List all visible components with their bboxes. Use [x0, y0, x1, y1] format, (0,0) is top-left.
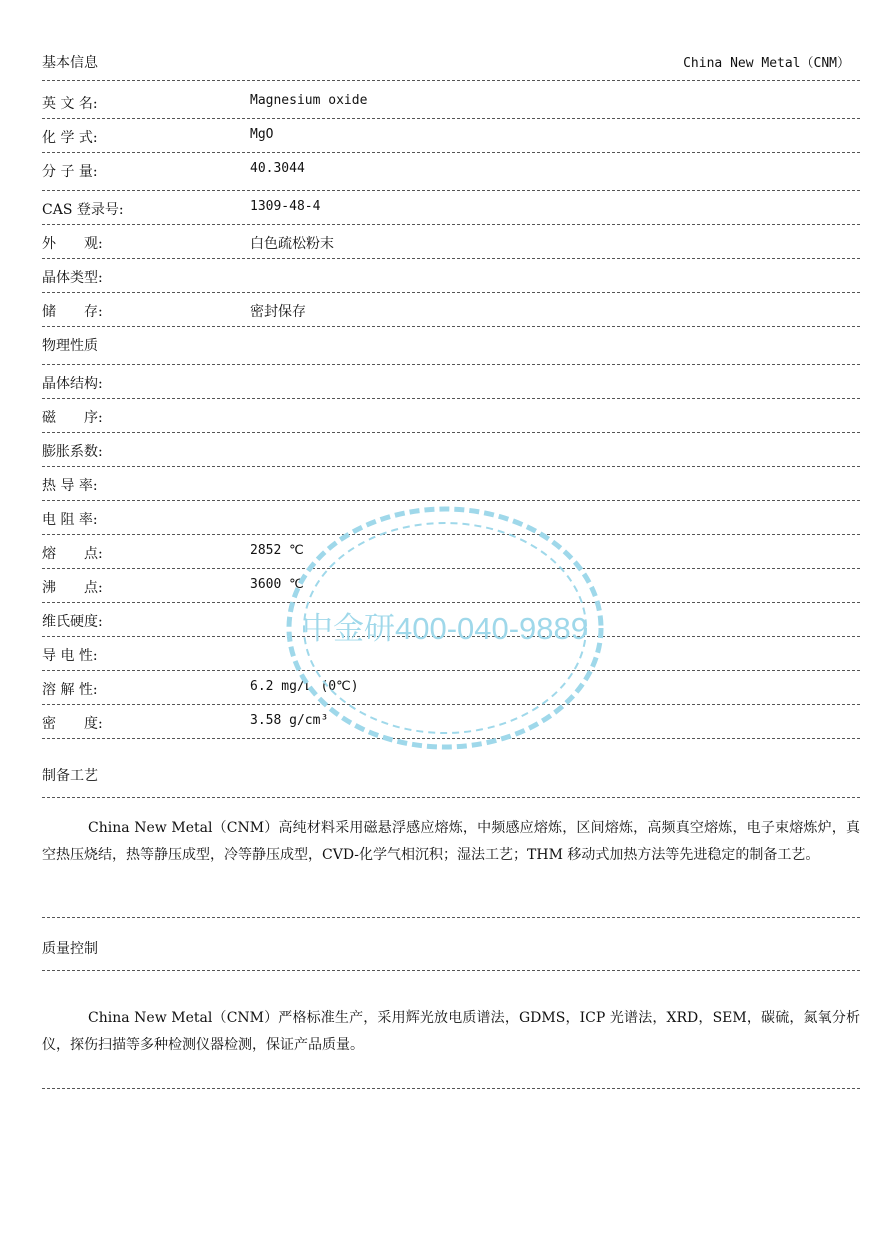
divider	[42, 1088, 860, 1089]
info-row	[42, 191, 860, 225]
info-row	[42, 705, 860, 739]
info-row	[42, 603, 860, 637]
info-row	[42, 399, 860, 433]
info-table	[42, 85, 860, 739]
row-value: MgO	[250, 127, 274, 142]
quality-paragraph: China New Metal（CNM）严格标准生产，采用辉光放电质谱法，GDMS，ICP 光谱法，XRD，SEM，碳硫，氮氧分析仪，探伤扫描等多种检测仪器检测，保证产品质量。	[42, 1010, 860, 1053]
section-heading-quality	[42, 918, 860, 971]
row-label: 熔 点:	[42, 546, 103, 562]
row-label: 沸 点:	[42, 580, 103, 596]
row-label: 导 电 性:	[42, 648, 98, 664]
section-heading-physical	[42, 327, 860, 365]
row-label: 外 观:	[42, 236, 103, 252]
row-label: 维氏硬度:	[42, 614, 103, 630]
row-label: CAS 登录号:	[42, 202, 124, 218]
info-row	[42, 293, 860, 327]
row-value: 2852 ℃	[250, 543, 304, 558]
row-label: 溶 解 性:	[42, 682, 98, 698]
info-row	[42, 153, 860, 191]
section-title: 质量控制	[42, 941, 98, 957]
row-value: 3600 ℃	[250, 577, 304, 592]
prep-paragraph: China New Metal（CNM）高纯材料采用磁悬浮感应熔炼，中频感应熔炼，区间熔炼，高频真空熔炼，电子束熔炼炉，真空热压烧结，热等静压成型，冷等静压成型，CVD-化学气相沉积；湿法工艺；THM 移动式加热方法等先进稳定的制备工艺。	[42, 820, 860, 863]
section-title: 制备工艺	[42, 768, 98, 784]
info-row	[42, 467, 860, 501]
row-value: Magnesium oxide	[250, 93, 368, 108]
section-heading-prep	[42, 747, 860, 798]
row-value: 6.2 mg/L (0℃)	[250, 679, 359, 694]
info-row	[42, 569, 860, 603]
row-label: 化 学 式:	[42, 130, 98, 146]
row-label: 磁 序:	[42, 410, 103, 426]
info-row	[42, 637, 860, 671]
row-value: 1309-48-4	[250, 199, 321, 214]
info-row	[42, 433, 860, 467]
info-row	[42, 85, 860, 119]
row-label: 热 导 率:	[42, 478, 98, 494]
row-label: 晶体类型:	[42, 270, 103, 286]
info-row	[42, 365, 860, 399]
watermark-text: 中金研400-040-9889	[301, 611, 589, 646]
row-value: 密封保存	[250, 304, 306, 320]
info-row	[42, 671, 860, 705]
header-title: 基本信息	[42, 55, 98, 71]
info-row	[42, 535, 860, 569]
row-label: 英 文 名:	[42, 96, 98, 112]
row-label: 电 阻 率:	[42, 512, 98, 528]
info-row	[42, 225, 860, 259]
info-row	[42, 119, 860, 153]
row-label: 分 子 量:	[42, 164, 98, 180]
section-title: 物理性质	[42, 338, 98, 354]
row-value: 3.58 g/cm³	[250, 713, 329, 728]
document-page	[42, 0, 860, 1258]
info-row	[42, 501, 860, 535]
page-header	[42, 44, 860, 81]
row-label: 储 存:	[42, 304, 103, 320]
row-value: 40.3044	[250, 161, 305, 176]
header-company: China New Metal（CNM）	[683, 56, 850, 71]
row-value: 白色疏松粉末	[250, 236, 334, 252]
row-label: 膨胀系数:	[42, 444, 103, 460]
info-row	[42, 259, 860, 293]
row-label: 密 度:	[42, 716, 103, 732]
row-label: 晶体结构:	[42, 376, 103, 392]
